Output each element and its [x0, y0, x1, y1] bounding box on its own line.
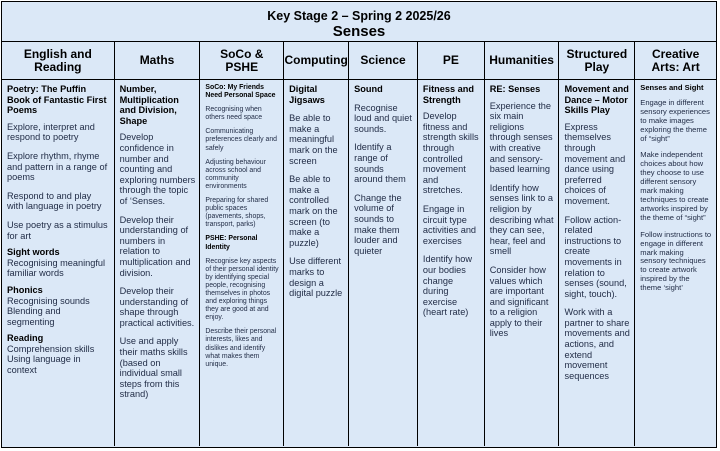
structured-play-item: Express themselves through movement and dance using preferred choices of movement.: [564, 121, 626, 206]
column-header-structured-play: Structured Play: [559, 42, 634, 80]
art-item: Make independent choices about how they choose to use different sensory mark making techniques to create artworks inspired by the theme of “sight”: [640, 150, 709, 222]
phonics-text: Recognising sounds: [7, 295, 90, 306]
column-body-creative-arts: [635, 80, 716, 301]
english-item: Use poetry as a stimulus for art: [7, 219, 108, 241]
maths-item: Develop their understanding of numbers in relation to multiplication and division.: [119, 214, 191, 278]
pshe-heading: PSHE: Personal Identity: [205, 235, 258, 251]
column-english: [2, 42, 115, 446]
column-body-structured-play: [559, 80, 634, 389]
sight-words-label: Sight words: [7, 247, 60, 258]
science-item: Recognise loud and quiet sounds.: [354, 102, 412, 134]
maths-item: Develop their understanding of shape through practical activities.: [119, 286, 195, 328]
column-science: [349, 42, 418, 446]
pshe-item: Recognise key aspects of their personal identity by identifying special people, recognising themselves in photos and exploring things they are good at and enjoy.: [205, 257, 279, 322]
pe-heading: Fitness and Strength: [422, 84, 474, 105]
topic-title: Senses: [332, 23, 386, 40]
column-body-computing: [284, 80, 348, 307]
maths-item: Develop confidence in number and counting and exploring numbers through the topic of ‘Senses.: [119, 132, 196, 206]
key-stage-title: Key Stage 2 – Spring 2 2025/26: [267, 9, 451, 23]
art-heading: Senses and Sight: [640, 83, 704, 92]
science-item: Change the volume of sounds to make them louder and quieter: [354, 192, 402, 256]
computing-item: Be able to make a meaningful mark on the screen: [289, 113, 338, 166]
sight-words-text: Recognising meaningful familiar words: [7, 257, 106, 279]
column-body-english: [2, 80, 114, 376]
english-item: Respond to and play with language in poetry: [7, 190, 102, 212]
science-item: Identify a range of sounds around them: [354, 142, 406, 185]
reading-text: Comprehension skills: [7, 343, 95, 354]
english-item: Explore, interpret and respond to poetry: [7, 121, 95, 143]
column-pe: [418, 42, 485, 446]
computing-item: Use different marks to design a digital puzzle: [289, 256, 343, 299]
column-body-science: [349, 80, 417, 264]
humanities-item: Experience the six main religions through senses with creative and sensory-based learning: [489, 100, 553, 175]
curriculum-overview: [1, 1, 717, 448]
pe-item: Develop fitness and strength skills through controlled movement and stretches.: [422, 111, 479, 196]
title-bar: [2, 2, 716, 42]
column-header-humanities: Humanities: [485, 42, 559, 80]
art-item: Follow instructions to engage in different mark making sensory techniques to create artwork inspired by the theme ‘sight’: [640, 229, 712, 293]
column-structured-play: [559, 42, 635, 446]
pe-item: Identify how our bodies change during exercise (heart rate): [422, 254, 472, 318]
column-body-pe: [418, 80, 484, 326]
maths-item: Use and apply their maths skills (based on individual small steps from this strand): [119, 336, 188, 400]
column-header-english: English and Reading: [2, 42, 114, 80]
humanities-item: Consider how values which are important and significant to a religion apply to their lives: [489, 264, 549, 339]
pe-item: Engage in circuit type activities and exercises: [422, 203, 477, 246]
maths-heading: Number, Multiplication and Division, Shape: [119, 84, 179, 126]
soco-item: Recognising when others need space: [205, 106, 263, 122]
column-humanities: [485, 42, 560, 446]
column-header-creative-arts: Creative Arts: Art: [635, 42, 716, 80]
subject-grid: [2, 42, 716, 446]
column-header-maths: Maths: [115, 42, 200, 80]
soco-item: Communicating preferences clearly and safely: [205, 128, 278, 152]
column-header-soco-pshe: SoCo & PSHE: [200, 42, 283, 80]
phonics-label: Phonics: [7, 284, 43, 295]
pshe-item: Describe their personal interests, likes and dislikes and identify what makes them unique.: [205, 328, 277, 368]
column-creative-arts: [635, 42, 716, 446]
soco-heading: SoCo: My Friends Need Personal Space: [205, 84, 276, 100]
column-body-humanities: [485, 80, 559, 347]
column-computing: [284, 42, 349, 446]
humanities-item: Identify how senses link to a religion by describing what they can see, hear, feel and smell: [489, 182, 554, 257]
soco-item: Adjusting behaviour across school and community environments: [205, 158, 266, 190]
art-item: Engage in different sensory experiences to make images exploring the theme of “sight”: [640, 97, 710, 143]
phonics-text: Blending and segmenting: [7, 306, 61, 327]
column-header-computing: Computing: [284, 42, 348, 80]
column-body-soco-pshe: [200, 80, 283, 377]
humanities-heading: RE: Senses: [489, 84, 541, 94]
column-maths: [115, 42, 201, 446]
column-body-maths: [115, 80, 200, 408]
structured-play-heading: Movement and Dance – Motor Skills Play: [564, 84, 629, 116]
structured-play-item: Follow action-related instructions to create movements in relation to senses (sound, sight, touch).: [564, 214, 627, 299]
reading-label: Reading: [7, 333, 44, 344]
english-heading: Poetry: The Puffin Book of Fantastic First Poems: [7, 84, 107, 116]
english-item: Explore rhythm, rhyme and pattern in a range of poems: [7, 150, 108, 183]
column-header-science: Science: [349, 42, 417, 80]
structured-play-item: Work with a partner to share movements and actions, and extend movement sequences: [564, 307, 630, 381]
computing-item: Be able to make a controlled mark on the screen (to make a puzzle): [289, 174, 338, 248]
soco-item: Preparing for shared public spaces (pavements, shops, transport, parks): [205, 197, 269, 229]
science-heading: Sound: [354, 84, 383, 94]
column-header-pe: PE: [418, 42, 484, 80]
computing-heading: Digital Jigsaws: [289, 84, 325, 105]
reading-text: Using language in context: [7, 354, 81, 376]
column-soco-pshe: [200, 42, 284, 446]
